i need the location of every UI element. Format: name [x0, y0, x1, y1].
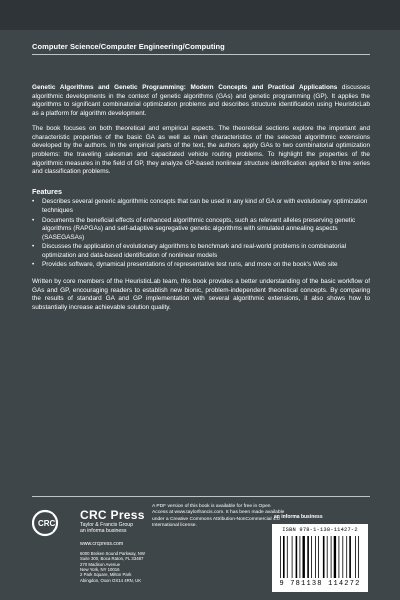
- address-line: Abingdon, Oxon OX14 4RN, UK: [80, 577, 142, 583]
- book-title: Genetic Algorithms and Genetic Programming: Modern Concepts and Practical Applications: [32, 84, 338, 91]
- publisher-website: www.crcpress.com: [80, 541, 124, 547]
- publisher-addresses: [80, 551, 145, 583]
- publisher-subtitle: [80, 522, 133, 534]
- address-line: 270 Madison Avenue: [80, 561, 121, 567]
- description-paragraph-1: [32, 84, 370, 118]
- publisher-tagline: an informa business: [80, 528, 127, 535]
- open-access-note: A PDF version of this book is available for free in Open Access at www.taylorfrancis.com. It has been made available under a Creative Commons Attribution-NonCommercial 4.0 International license.: [152, 504, 285, 529]
- closing-paragraph: Written by core members of the HeuristicLab team, this book provides a better understanding of the basic workflow of GAs and GP, encouraging readers to establish new bionic, problem-independent theoretical concepts. By comparing the results of standard GA and GP implementation with several algorithmic extensions, it also shows how to substantially increase achievable solution quality.: [32, 278, 370, 311]
- publisher-name: CRC Press: [80, 508, 145, 522]
- isbn-digits: 9 781138 114272: [279, 580, 361, 588]
- description-paragraph-1-rest: discusses algorithmic developments in the context of genetic algorithms (GAs) and genetic programming (GP). It applies the algorithms to significant combinatorial optimization problems and describes structure identification using HeuristicLab as a platform for algorithm development.: [32, 84, 370, 117]
- informa-label: an informa business: [274, 514, 323, 520]
- address-line: 6000 Broken Sound Parkway, NW: [80, 551, 145, 556]
- isbn-barcode: [272, 524, 368, 592]
- address-line: 2 Park Square, Milton Park: [80, 572, 132, 578]
- features-heading: Features: [32, 186, 62, 196]
- feature-item: • Documents the beneficial effects of enhanced algorithmic concepts, such as relevant alleles preserving genetic algorithms (RAPGAs) and self-adaptive segregative genetic algorithms with simulated annealing aspects (SASEGASAs): [32, 217, 370, 243]
- isbn-label: ISBN 978-1-138-11427-2: [282, 527, 358, 533]
- barcode-icon: [280, 536, 360, 578]
- features-list: [32, 198, 370, 270]
- address-line: Suite 300, Boca Raton, FL 33487: [80, 556, 144, 562]
- subject-category: Computer Science/Computer Engineering/Computing: [32, 42, 225, 51]
- feature-item: • Provides software, dynamical presentations of representative test runs, and more on the book's Web site: [32, 261, 370, 270]
- publisher-group: Taylor & Francis Group: [80, 522, 134, 528]
- crc-press-logo: [32, 508, 76, 538]
- crc-logo-text: CRC: [38, 519, 56, 528]
- description-body: [32, 84, 370, 319]
- address-line: New York, NY 10016: [80, 567, 120, 573]
- feature-item: • Describes several generic algorithmic concepts that can be used in any kind of GA or with evolutionary optimization techniques: [32, 198, 370, 215]
- description-paragraph-2: The book focuses on both theoretical and empirical aspects. The theoretical sections explore the important and characteristic properties of the basic GA as well as main characteristics of the selected algorithmic extensions developed by the authors. In the empirical parts of the text, the authors apply GAs to two combinatorial optimization problems: the traveling salesman and capacitated vehicle routing problems. To highlight the properties of the algorithmic measures in the field of GP, they analyze GP-based nonlinear structure identification applied to time series and classification problems.: [32, 125, 370, 176]
- top-band: [0, 0, 400, 30]
- footer-divider: [32, 496, 370, 497]
- header-divider: [32, 54, 370, 55]
- feature-item: • Discusses the application of evolutionary algorithms to benchmark and real-world problems in combinatorial optimization and data-based identification of nonlinear models: [32, 243, 370, 260]
